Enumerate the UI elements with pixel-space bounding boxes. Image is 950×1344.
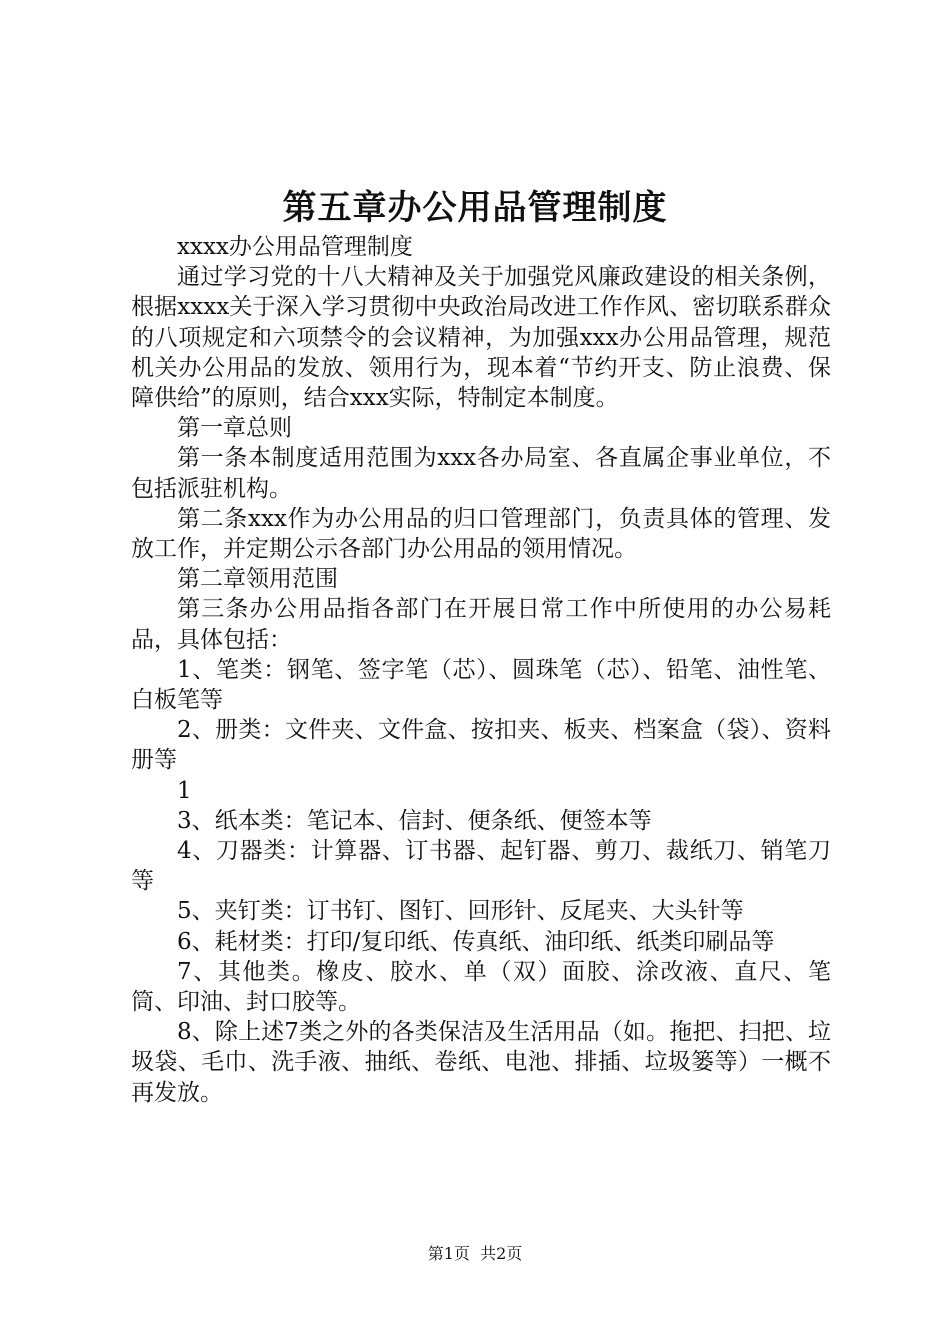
list-item-excluded: 8、除上述7类之外的各类保洁及生活用品（如。拖把、扫把、垃圾袋、毛巾、洗手液、抽纸、卷纸、电池、排插、垃圾篓等）一概不再发放。 [131,1019,831,1106]
list-item-tools: 4、刀器类：计算器、订书器、起钉器、剪刀、裁纸刀、销笔刀等 [131,838,831,895]
article-1: 第一条本制度适用范围为xxx各办局室、各直属企事业单位，不包括派驻机构。 [131,445,831,502]
list-item-pens: 1、笔类：钢笔、签字笔（芯）、圆珠笔（芯）、铅笔、油性笔、白板笔等 [131,656,831,714]
stray-number: 1 [177,777,192,804]
list-item-consumables: 6、耗材类：打印/复印纸、传真纸、油印纸、纸类印刷品等 [177,928,775,955]
list-item-others: 7、其他类。橡皮、胶水、单（双）面胶、涂改液、直尺、笔筒、印油、封口胶等。 [131,958,831,1016]
list-item-clips: 5、夹钉类：订书钉、图钉、回形针、反尾夹、大头针等 [177,898,744,925]
document-body [131,232,831,1108]
paragraph-preamble: 通过学习党的十八大精神及关于加强党风廉政建设的相关条例，根据xxxx关于深入学习贯彻中央政治局改进工作作风、密切联系群众的八项规定和六项禁令的会议精神，为加强xxx办公用品管理，规范机关办公用品的发放、领用行为，现本着“节约开支、防止浪费、保障供给”的原则，结合xxx实际，特制定本制度。 [131,264,831,412]
chapter-heading-general: 第一章总则 [177,415,292,442]
list-item-folders: 2、册类：文件夹、文件盒、按扣夹、板夹、档案盒（袋）、资料册等 [131,717,831,774]
list-item-paper: 3、纸本类：笔记本、信封、便条纸、便签本等 [177,807,652,834]
document-title: 第五章办公用品管理制度 [282,188,668,228]
paragraph-subtitle: xxxx办公用品管理制度 [177,234,413,260]
article-3: 第三条办公用品指各部门在开展日常工作中所使用的办公易耗品，具体包括： [131,596,831,653]
page-number: 第1页 [427,1244,470,1263]
page-footer [0,1242,950,1266]
chapter-heading-scope: 第二章领用范围 [177,566,338,593]
page-total: 共2页 [480,1244,523,1263]
article-2: 第二条xxx作为办公用品的归口管理部门，负责具体的管理、发放工作，并定期公示各部门办公用品的领用情况。 [131,505,831,563]
